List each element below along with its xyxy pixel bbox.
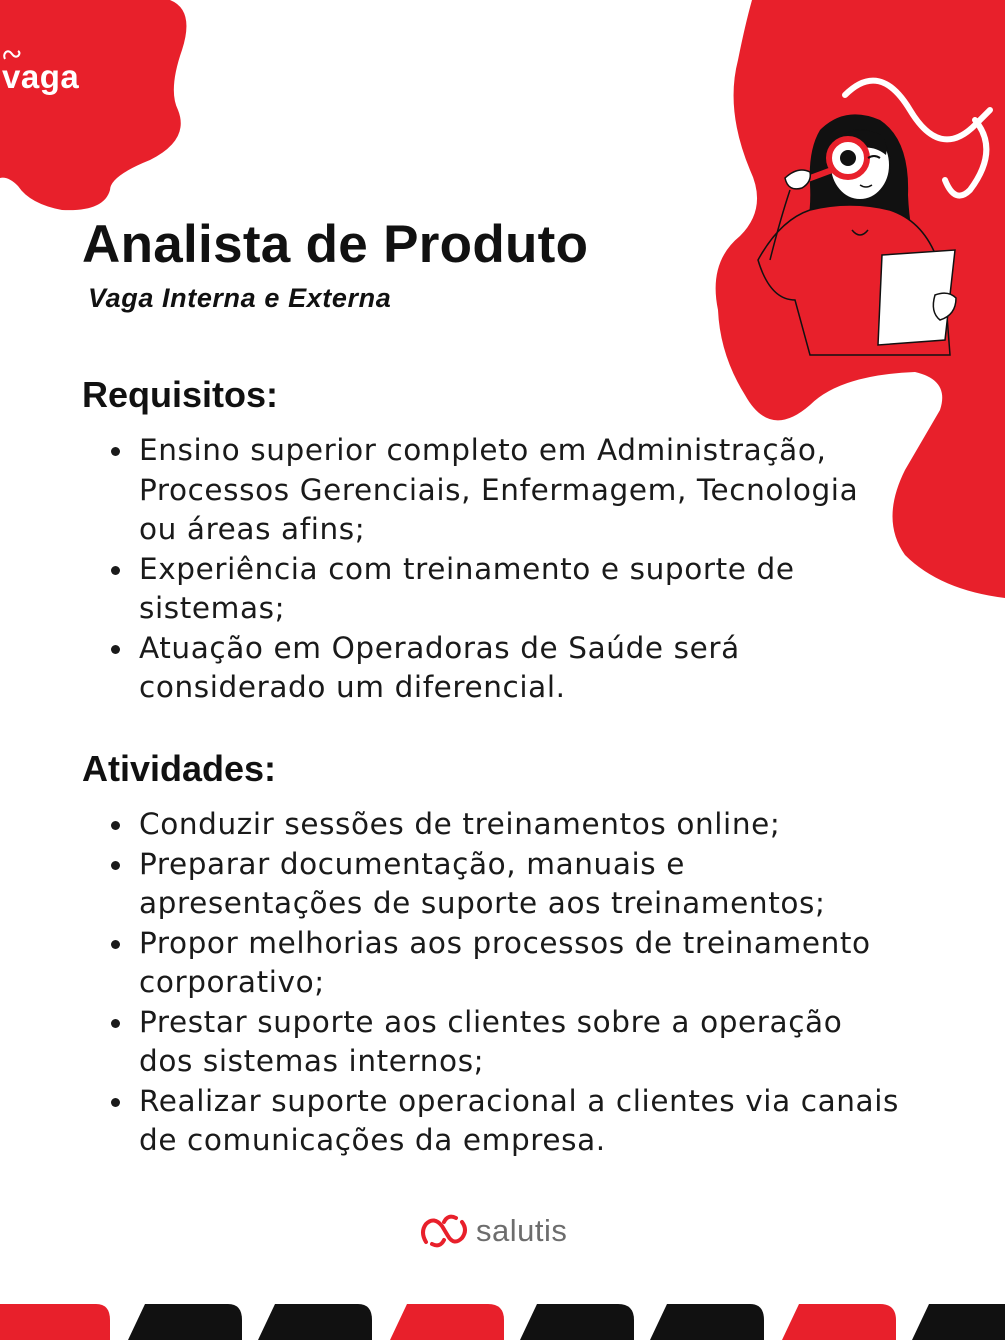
requirements-list	[108, 431, 888, 708]
job-title: Analista de Produto	[82, 215, 589, 274]
vaga-badge-label: vaga	[2, 58, 80, 95]
list-item: Conduzir sessões de treinamentos online;	[108, 805, 908, 845]
salutis-logo	[418, 1212, 567, 1250]
list-item: Realizar suporte operacional a clientes via canais de comunicações da empresa.	[108, 1082, 908, 1161]
top-left-red-shape	[0, 0, 186, 210]
list-item: Atuação em Operadoras de Saúde será considerado um diferencial.	[108, 629, 799, 708]
list-item: Ensino superior completo em Administração, Processos Gerenciais, Enfermagem, Tecnologia ou áreas afins;	[108, 431, 888, 550]
activities-heading: Atividades:	[82, 748, 277, 789]
salutis-logo-text: salutis	[476, 1213, 568, 1248]
woman-magnifying-glass-illustration	[750, 100, 965, 360]
list-item: Prestar suporte aos clientes sobre a operação dos sistemas internos;	[108, 1003, 879, 1082]
list-item: Propor melhorias aos processos de treinamento corporativo;	[108, 924, 908, 1003]
list-item: Preparar documentação, manuais e apresentações de suporte aos treinamentos;	[108, 845, 879, 924]
job-subtitle: Vaga Interna e Externa	[88, 283, 392, 313]
requirements-heading: Requisitos:	[82, 374, 279, 415]
list-item: Experiência com treinamento e suporte de sistemas;	[108, 550, 829, 629]
activities-list	[108, 805, 908, 1161]
salutis-infinity-icon	[418, 1212, 470, 1250]
bottom-stripes	[0, 1304, 1005, 1340]
